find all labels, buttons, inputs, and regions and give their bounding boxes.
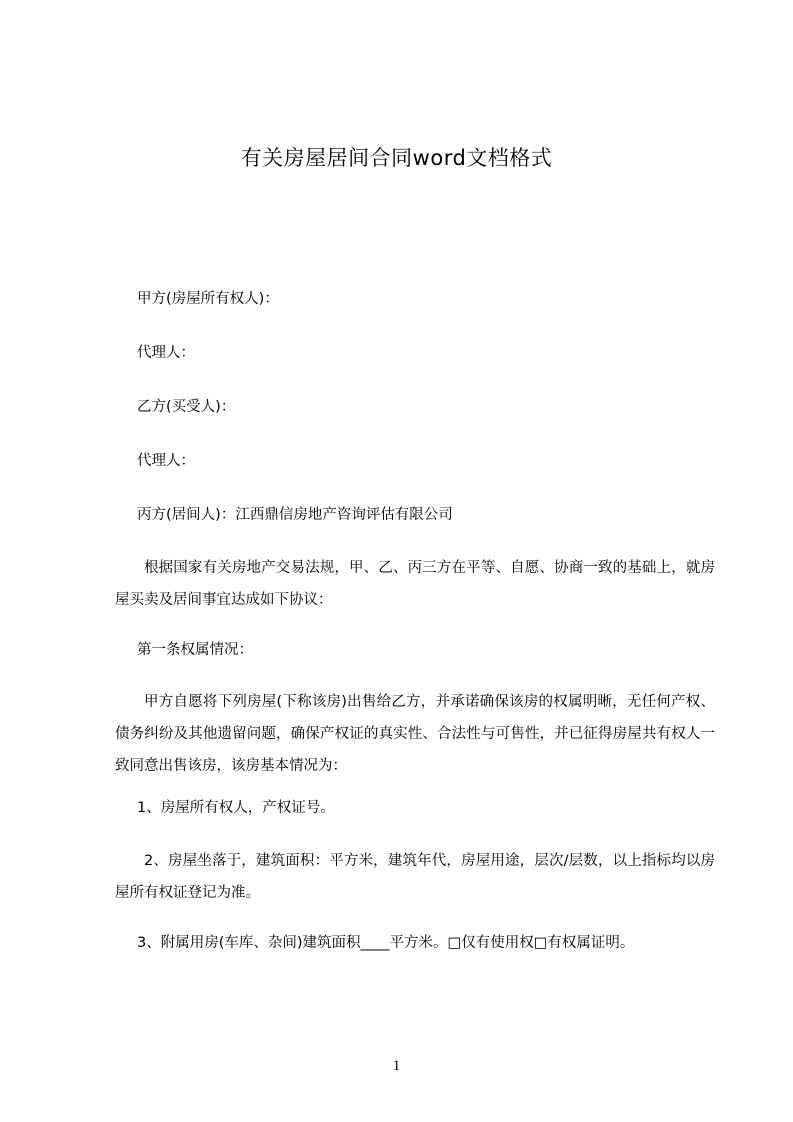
page-number: 1 bbox=[392, 1058, 401, 1074]
item-1-line: 1、房屋所有权人，产权证号。 bbox=[137, 800, 335, 816]
party-b-line: 乙方(买受人)： bbox=[137, 399, 236, 415]
document-title: 有关房屋居间合同word文档格式 bbox=[240, 146, 553, 170]
party-c-line: 丙方(居间人)：江西鼎信房地产咨询评估有限公司 bbox=[137, 507, 453, 523]
preamble-paragraph: 根据国家有关房地产交易法规，甲、乙、丙三方在平等、自愿、协商一致的基础上，就房屋买卖及居间事宜达成如下协议： bbox=[115, 560, 715, 608]
item-3-line: 3、附属用房(车库、杂间)建筑面积____平方米。□仅有使用权□有权属证明。 bbox=[137, 935, 635, 951]
party-a-line: 甲方(房屋所有权人)： bbox=[137, 291, 279, 307]
agent-b-line: 代理人： bbox=[137, 453, 195, 469]
article-1-paragraph: 甲方自愿将下列房屋(下称该房)出售给乙方，并承诺确保该房的权属明晰，无任何产权、债务纠纷及其他遗留问题，确保产权证的真实性、合法性与可售性，并已征得房屋共有权人一致同意出售该房，该房基本情况为： bbox=[115, 694, 715, 774]
article-1-heading: 第一条权属情况： bbox=[137, 642, 253, 658]
item-2-paragraph: 2、房屋坐落于，建筑面积：平方米，建筑年代，房屋用途，层次/层数，以上指标均以房屋所有权证登记为准。 bbox=[115, 853, 715, 901]
agent-a-line: 代理人： bbox=[137, 345, 195, 361]
